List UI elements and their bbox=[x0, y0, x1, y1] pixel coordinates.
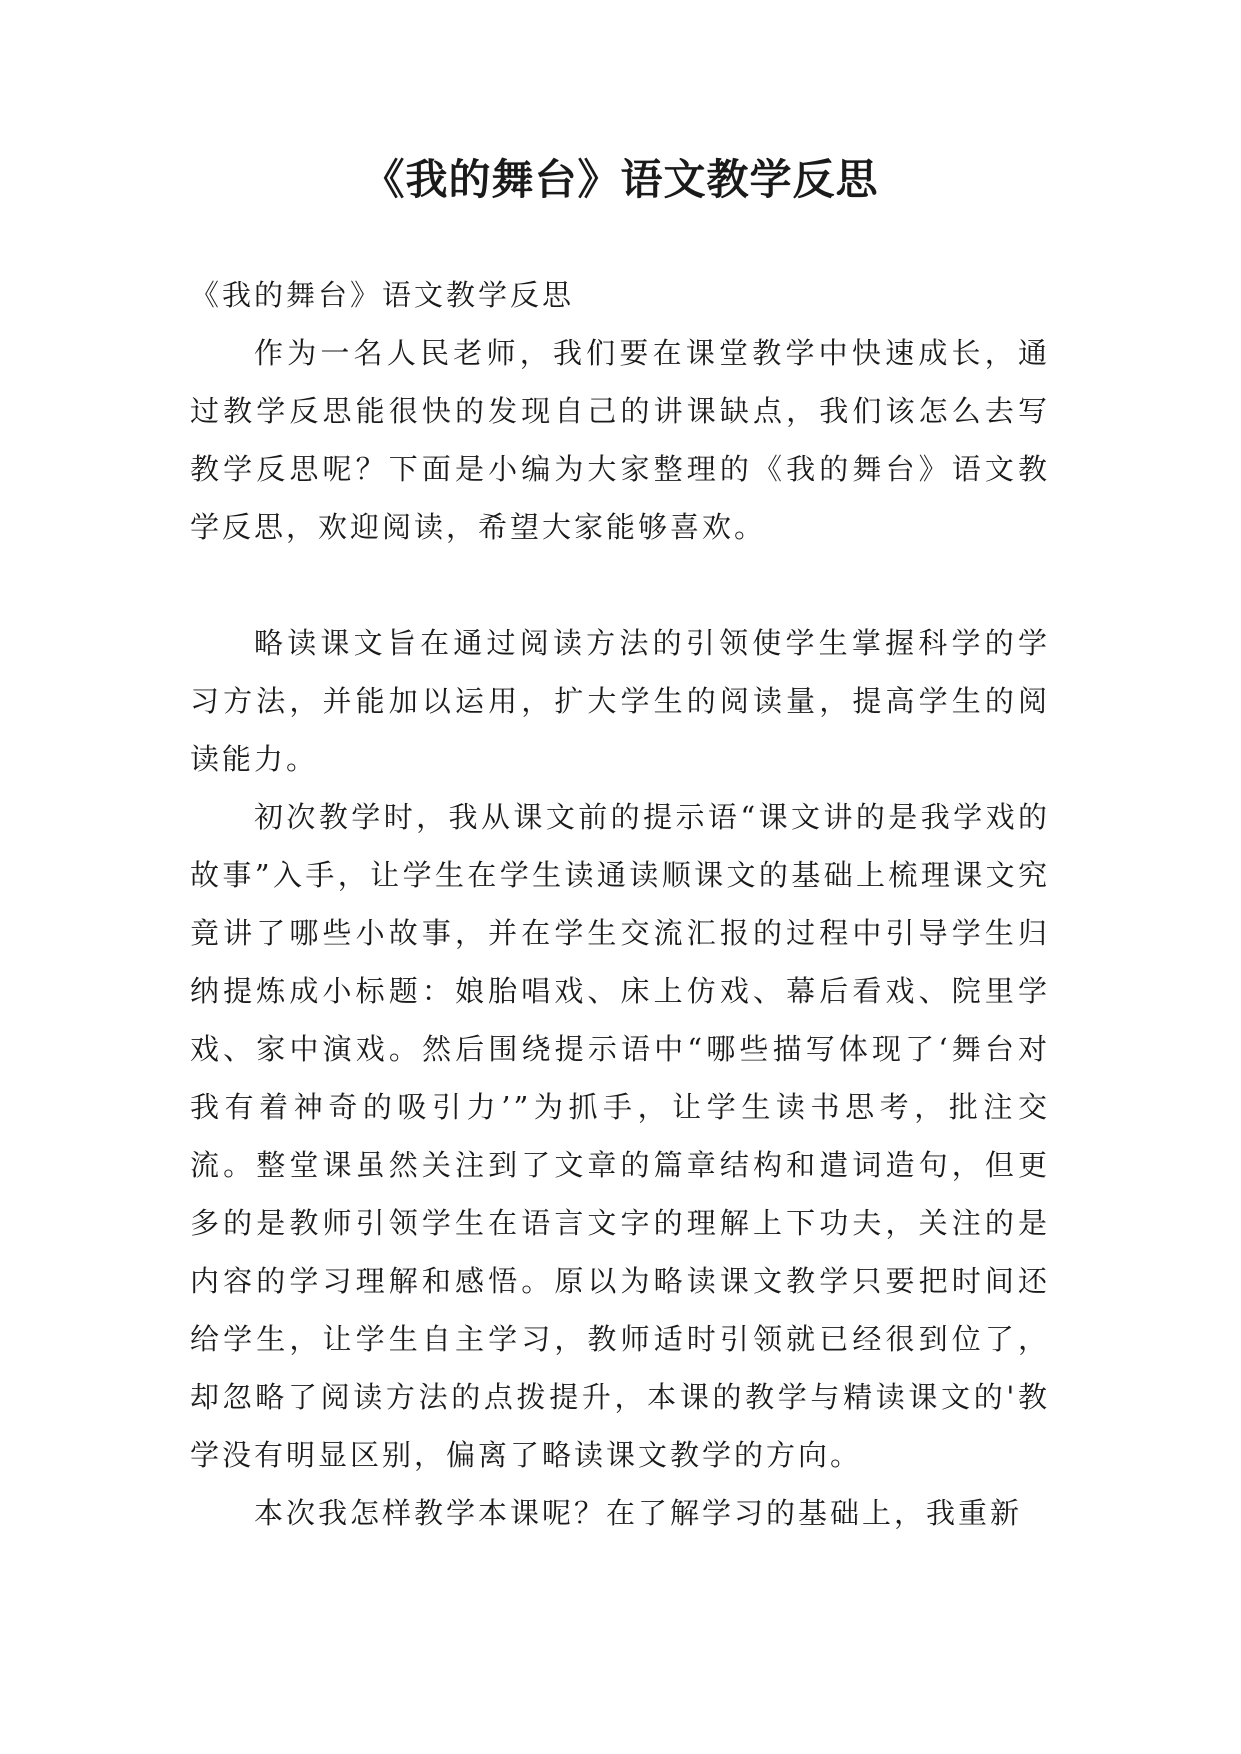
body-paragraph: 本次我怎样教学本课呢？在了解学习的基础上，我重新 bbox=[254, 1496, 1023, 1530]
body-paragraph: 初次教学时，我从课文前的提示语“课文讲的是我学戏的故事”入手，让学生在学生读通读顺课文的基础上梳理课文究竟讲了哪些小故事，并在学生交流汇报的过程中引导学生归纳提炼成小标题：娘胎唱戏、床上仿戏、幕后看戏、院里学戏、家中演戏。然后围绕提示语中“哪些描写体现了‘舞台对我有着神奇的吸引力’”为抓手，让学生读书思考，批注交流。整堂课虽然关注到了文章的篇章结构和遣词造句，但更多的是教师引领学生在语言文字的理解上下功夫，关注的是内容的学习理解和感悟。原以为略读课文教学只要把时间还给学生，让学生自主学习，教师适时引领就已经很到位了，却忽略了阅读方法的点拨提升，本课的教学与精读课文的'教学没有明显区别，偏离了略读课文教学的方向。 bbox=[190, 800, 1050, 1472]
paragraph-spacer bbox=[190, 556, 1050, 614]
intro-paragraph: 作为一名人民老师，我们要在课堂教学中快速成长，通过教学反思能很快的发现自己的讲课缺点，我们该怎么去写教学反思呢？下面是小编为大家整理的《我的舞台》语文教学反思，欢迎阅读，希望大家能够喜欢。 bbox=[190, 336, 1050, 544]
body-paragraph: 略读课文旨在通过阅读方法的引领使学生掌握科学的学习方法，并能加以运用，扩大学生的阅读量，提高学生的阅读能力。 bbox=[190, 626, 1050, 776]
document-body bbox=[190, 266, 1050, 1542]
document-subtitle: 《我的舞台》语文教学反思 bbox=[190, 278, 575, 312]
document-title: 《我的舞台》语文教学反思 bbox=[362, 155, 879, 204]
